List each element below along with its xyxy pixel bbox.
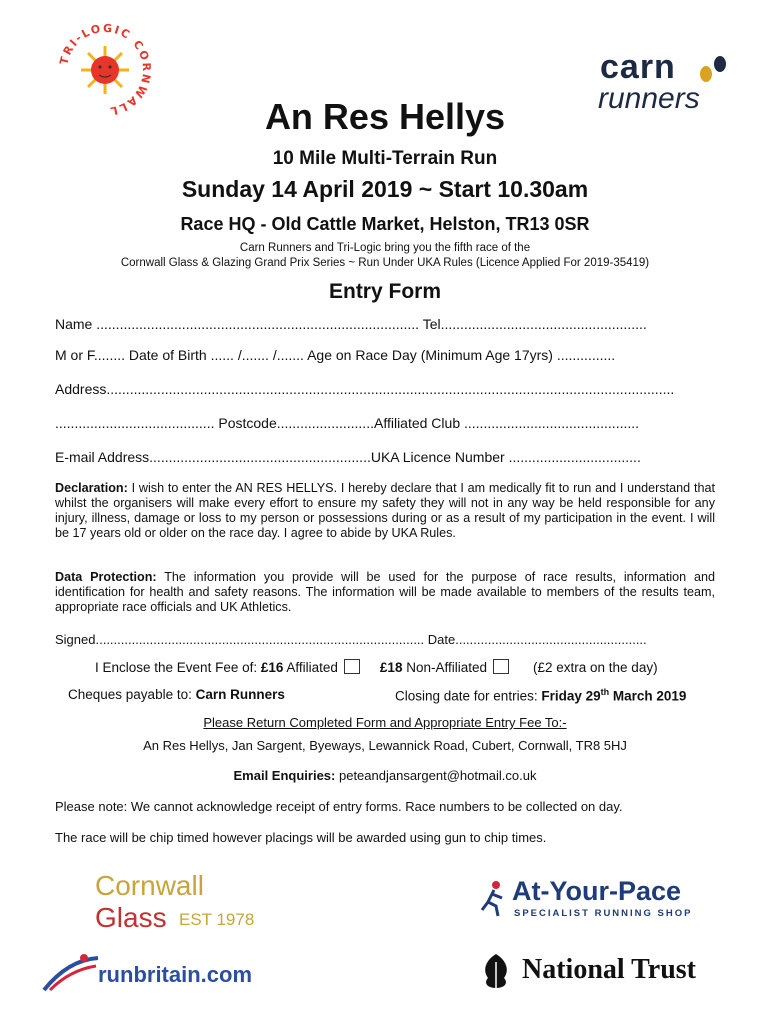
race-title: An Res Hellys xyxy=(264,96,506,137)
intro-line-1: Carn Runners and Tri-Logic bring you the fifth race of the xyxy=(239,242,531,254)
runners-word: runners xyxy=(598,82,700,115)
affiliated-checkbox[interactable] xyxy=(344,659,360,674)
email-enquiries xyxy=(0,768,770,783)
at-your-pace-logo: At-Your-Pace SPECIALIST RUNNING SHOP xyxy=(478,876,708,922)
non-affiliated-checkbox[interactable] xyxy=(493,659,509,674)
race-hq: Race HQ - Old Cattle Market, Helston, TR13 0SR xyxy=(180,214,590,234)
email-label: Email Enquiries: xyxy=(233,768,336,783)
data-protection-label: Data Protection: xyxy=(55,570,157,584)
affiliated-fee: £16 xyxy=(260,660,284,675)
fee-line: I Enclose the Event Fee of: £16 Affiliated £18 Non-Affiliated (£2 extra on the day) xyxy=(95,660,658,675)
sex-dob-age-field[interactable]: M or F........ Date of Birth ...... /....... /....... Age on Race Day (Minimum Age 17yrs) ............... xyxy=(55,347,616,363)
declaration-paragraph xyxy=(55,481,715,541)
non-affiliated-fee: £18 xyxy=(379,660,403,675)
sun-icon xyxy=(81,46,129,94)
data-protection-paragraph xyxy=(55,570,715,615)
runbritain-runner-icon xyxy=(40,950,100,994)
intro-line-2: Cornwall Glass & Glazing Grand Prix Series ~ Run Under UKA Rules (Licence Applied For 2019-35419) xyxy=(120,257,650,269)
declaration-label: Declaration: xyxy=(55,481,128,495)
email-uka-field[interactable]: E-mail Address.........................................................UKA Licence Number .................................. xyxy=(55,449,641,465)
return-heading: Please Return Completed Form and Appropriate Entry Fee To:- xyxy=(203,715,567,730)
email-link[interactable]: peteandjansargent@hotmail.co.uk xyxy=(335,768,537,783)
address-field[interactable]: Address.................................................................................................................................................. xyxy=(55,381,675,397)
postcode-club-field[interactable]: ......................................... Postcode.........................Affiliated Club ............................................. xyxy=(55,415,640,431)
footprints-icon xyxy=(696,54,730,84)
declaration-text: I wish to enter the AN RES HELLYS. I hereby declare that I am medically fit to run and I understand that whilst the organisers will make every effort to ensure my safety they will not in any way be held responsible for any injury, illness, damage or loss to my person or possessions during or as a result of my participation in the event. I will be 17 years old or older on the race day. I agree to abide by UKA Rules. xyxy=(55,481,715,540)
svg-text:TRI-LOGIC CORNWALL: TRI-LOGIC CORNWALL xyxy=(57,21,154,118)
cheques-payee: Carn Runners xyxy=(195,687,285,702)
oak-leaf-icon xyxy=(478,952,514,990)
name-tel-field[interactable]: Name ................................................................................... Tel..................................................... xyxy=(55,316,647,332)
runner-icon xyxy=(478,880,508,918)
closing-date-line: Closing date for entries: Friday 29th March 2019 xyxy=(395,687,687,704)
cheques-line: Cheques payable to: Carn Runners xyxy=(68,687,285,702)
fee-extra: (£2 extra on the day) xyxy=(533,660,658,675)
cornwall-glass-logo: Cornwall Glass EST 1978 xyxy=(95,870,255,933)
note-1: Please note: We cannot acknowledge receipt of entry forms. Race numbers to be collected on day. xyxy=(55,799,623,814)
national-trust-logo: National Trust xyxy=(478,950,728,994)
race-date: Sunday 14 April 2019 ~ Start 10.30am xyxy=(181,176,589,202)
return-address: An Res Hellys, Jan Sargent, Byeways, Lewannick Road, Cubert, Cornwall, TR8 5HJ xyxy=(143,738,627,753)
carn-word: carn xyxy=(600,48,676,86)
runbritain-logo: runbritain.com xyxy=(40,948,260,996)
race-subtitle: 10 Mile Multi-Terrain Run xyxy=(272,148,498,169)
signed-date-field[interactable]: Signed........................................................................................... Date..................................................... xyxy=(55,632,647,647)
note-2: The race will be chip timed however placings will be awarded using gun to chip times. xyxy=(55,830,547,845)
data-protection-text: The information you provide will be used for the purpose of race results, information and identification for health and safety reasons. The information will be made available to members of the results team, appropriate race officials and UK Athletics. xyxy=(55,570,715,614)
entry-form-heading: Entry Form xyxy=(328,280,441,303)
